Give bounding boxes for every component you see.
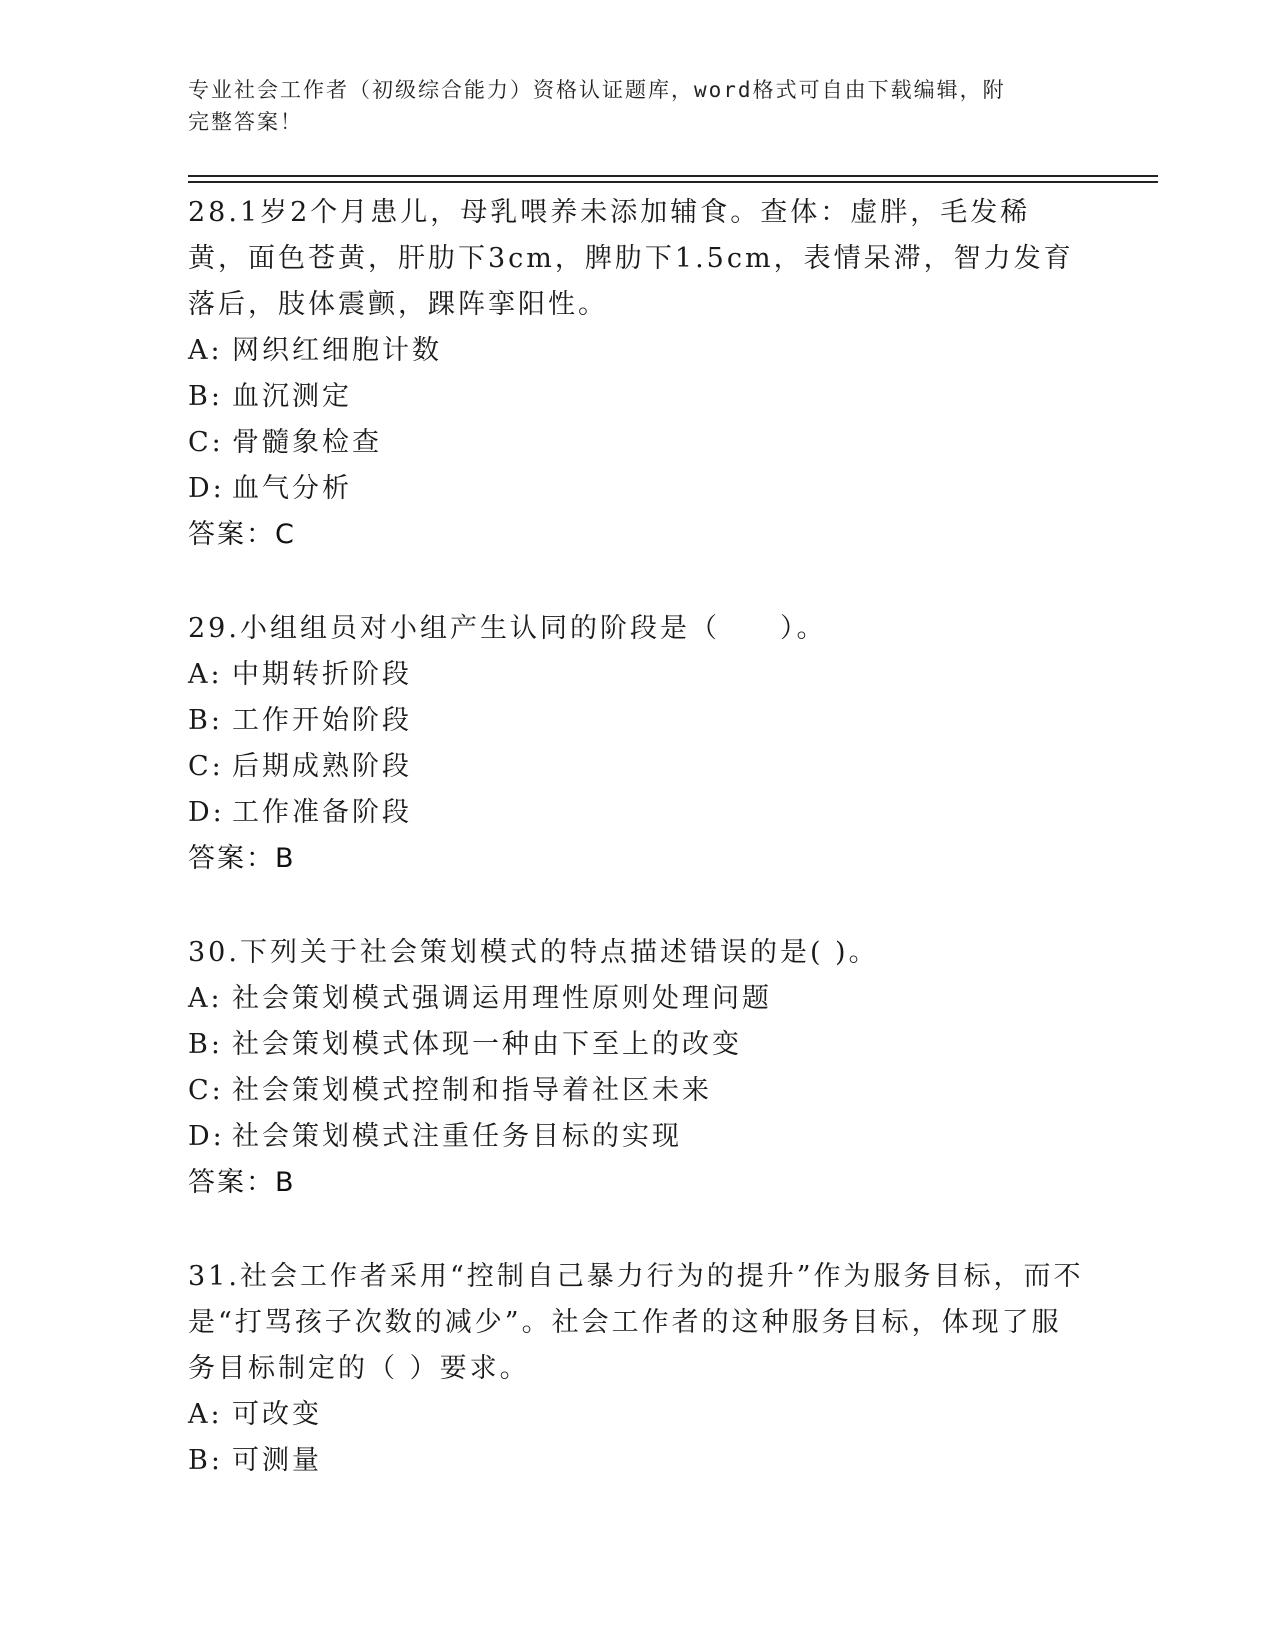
option-c: [188, 744, 1088, 790]
header-line-2: 完整答案！: [188, 110, 303, 134]
option-text: 血沉测定: [232, 381, 352, 412]
option-letter: A:: [188, 659, 223, 690]
option-b: [188, 1438, 1088, 1484]
option-c: [188, 420, 1088, 466]
option-d: [188, 790, 1088, 836]
option-text: 社会策划模式强调运用理性原则处理问题: [232, 983, 772, 1014]
option-d: [188, 1114, 1088, 1160]
option-letter: D:: [188, 1121, 225, 1152]
option-text: 可测量: [232, 1445, 322, 1476]
option-letter: D:: [188, 473, 225, 504]
option-text: 社会策划模式体现一种由下至上的改变: [232, 1029, 742, 1060]
option-letter: B:: [188, 705, 223, 736]
option-letter: A:: [188, 335, 223, 366]
header-divider-top: [188, 175, 1158, 177]
question-list: [188, 190, 1088, 1532]
option-letter: A:: [188, 983, 223, 1014]
option-text: 骨髓象检查: [232, 427, 382, 458]
option-letter: B:: [188, 1445, 223, 1476]
option-a: [188, 976, 1088, 1022]
option-text: 可改变: [232, 1399, 322, 1430]
question-stem: 29.小组组员对小组产生认同的阶段是（ ）。: [188, 613, 827, 644]
answer-line: 答案：B: [188, 1167, 296, 1198]
option-letter: C:: [188, 751, 224, 782]
option-letter: B:: [188, 1029, 223, 1060]
option-a: [188, 328, 1088, 374]
header-line-1: 专业社会工作者（初级综合能力）资格认证题库，word格式可自由下载编辑，附: [188, 78, 1006, 102]
question-29: [188, 606, 1088, 882]
option-letter: C:: [188, 1075, 224, 1106]
question-stem: 31.社会工作者采用“控制自己暴力行为的提升”作为服务目标，而不是“打骂孩子次数的减少”。社会工作者的这种服务目标，体现了服务目标制定的（ ）要求。: [188, 1261, 1084, 1384]
option-text: 工作开始阶段: [232, 705, 412, 736]
option-letter: B:: [188, 381, 223, 412]
option-b: [188, 698, 1088, 744]
answer-line: 答案：C: [188, 519, 296, 550]
option-a: [188, 652, 1088, 698]
option-b: [188, 1022, 1088, 1068]
option-text: 工作准备阶段: [232, 797, 412, 828]
header-divider-bottom: [188, 181, 1158, 183]
question-stem: 28.1岁2个月患儿，母乳喂养未添加辅食。查体：虚胖，毛发稀黄，面色苍黄，肝肋下3cm，脾肋下1.5cm，表情呆滞，智力发育落后，肢体震颤，踝阵挛阳性。: [188, 197, 1074, 320]
option-text: 社会策划模式控制和指导着社区未来: [232, 1075, 712, 1106]
option-b: [188, 374, 1088, 420]
question-stem: 30.下列关于社会策划模式的特点描述错误的是( )。: [188, 937, 879, 968]
question-28: [188, 190, 1088, 558]
option-d: [188, 466, 1088, 512]
option-text: 中期转折阶段: [232, 659, 412, 690]
option-a: [188, 1392, 1088, 1438]
answer-line: 答案：B: [188, 843, 296, 874]
document-header: [188, 74, 1088, 138]
question-30: [188, 930, 1088, 1206]
option-text: 后期成熟阶段: [232, 751, 412, 782]
option-letter: A:: [188, 1399, 223, 1430]
option-text: 社会策划模式注重任务目标的实现: [232, 1121, 682, 1152]
option-letter: C:: [188, 427, 224, 458]
option-text: 血气分析: [232, 473, 352, 504]
option-letter: D:: [188, 797, 225, 828]
option-text: 网织红细胞计数: [232, 335, 442, 366]
option-c: [188, 1068, 1088, 1114]
question-31: [188, 1254, 1088, 1484]
